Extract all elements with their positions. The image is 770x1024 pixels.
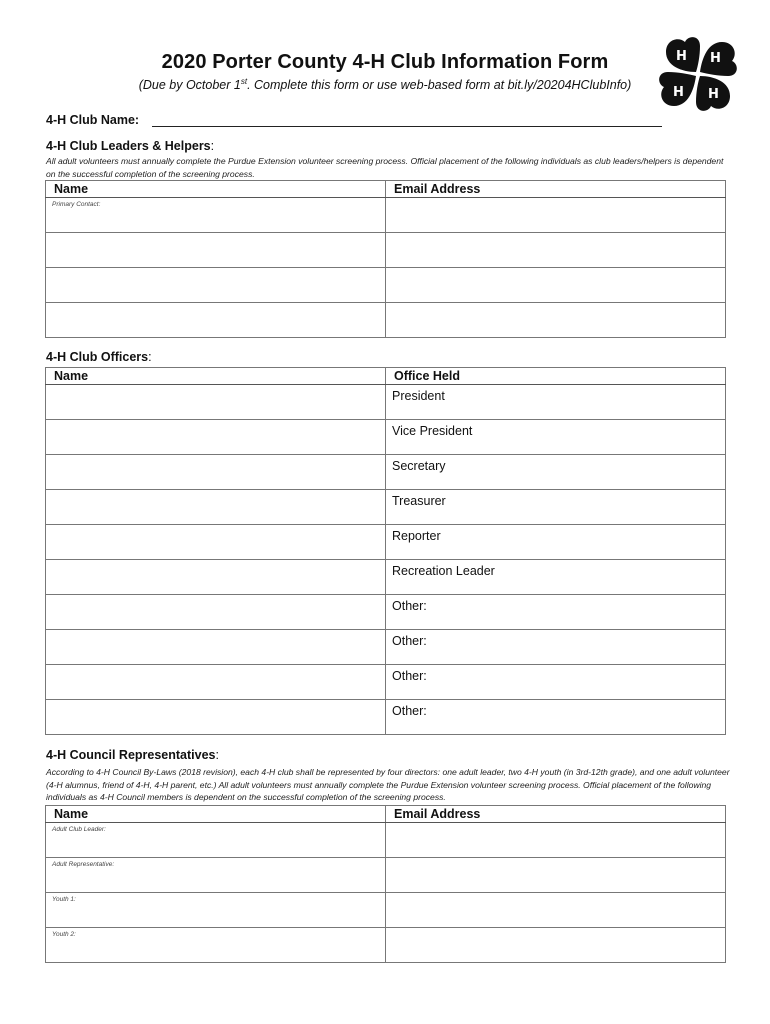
office-label: Treasurer — [392, 494, 446, 508]
row-label: Youth 1: — [52, 896, 76, 903]
officer-office-cell — [386, 490, 726, 525]
table-row — [46, 665, 726, 700]
council-name-cell[interactable] — [46, 823, 386, 858]
table-row — [46, 525, 726, 560]
leaders-col-name: Name — [46, 181, 386, 198]
club-name-input-line[interactable] — [152, 126, 662, 127]
officer-name-cell[interactable] — [46, 560, 386, 595]
council-heading-colon: : — [215, 748, 219, 762]
table-row — [46, 420, 726, 455]
subtitle-superscript: st — [240, 76, 248, 86]
officer-name-cell[interactable] — [46, 490, 386, 525]
council-email-cell[interactable] — [386, 928, 726, 963]
leaders-col-email: Email Address — [386, 181, 726, 198]
officer-name-cell[interactable] — [46, 385, 386, 420]
table-row — [46, 893, 726, 928]
office-label: President — [392, 389, 445, 403]
officer-office-cell — [386, 525, 726, 560]
officer-name-cell[interactable] — [46, 630, 386, 665]
row-label: Youth 2: — [52, 931, 76, 938]
form-title: 2020 Porter County 4-H Club Information Form — [161, 51, 609, 73]
officer-office-cell[interactable] — [386, 700, 726, 735]
table-row — [46, 198, 726, 233]
row-label — [46, 268, 385, 271]
leader-email-cell[interactable] — [386, 233, 726, 268]
table-row — [46, 928, 726, 963]
leader-name-cell[interactable] — [46, 303, 386, 338]
subtitle-text: (Due by October 1 — [138, 78, 241, 92]
officer-office-cell[interactable] — [386, 595, 726, 630]
officers-heading-text: 4-H Club Officers — [46, 350, 149, 364]
officers-col-name: Name — [46, 368, 386, 385]
officer-name-cell[interactable] — [46, 665, 386, 700]
council-col-email: Email Address — [386, 806, 726, 823]
leaders-heading-colon: : — [210, 139, 215, 153]
svg-text:H: H — [673, 85, 684, 100]
subtitle-text-end: . Complete this form or use web-based form at bit.ly/20204HClubInfo) — [247, 78, 632, 92]
office-label: Other: — [392, 599, 427, 613]
leader-name-cell[interactable] — [46, 198, 386, 233]
office-label: Other: — [392, 634, 427, 648]
council-email-cell[interactable] — [386, 858, 726, 893]
council-name-cell[interactable] — [46, 928, 386, 963]
leader-email-cell[interactable] — [386, 268, 726, 303]
leaders-note: All adult volunteers must annually complete the Purdue Extension volunteer screening process. Official placement of the following individuals as club leaders/helpers is dependent on the successful completion of the screening process. — [46, 156, 724, 179]
row-label: Primary Contact: — [52, 201, 101, 208]
table-row — [46, 233, 726, 268]
row-label — [46, 303, 385, 306]
officers-table — [45, 367, 726, 735]
leaders-heading-text: 4-H Club Leaders & Helpers — [46, 139, 211, 153]
officers-col-office: Office Held — [386, 368, 726, 385]
row-label — [46, 233, 385, 236]
officer-name-cell[interactable] — [46, 455, 386, 490]
table-row — [46, 560, 726, 595]
council-col-name: Name — [46, 806, 386, 823]
office-label: Other: — [392, 704, 427, 718]
office-label: Vice President — [392, 424, 473, 438]
council-name-cell[interactable] — [46, 858, 386, 893]
officer-office-cell — [386, 455, 726, 490]
table-row — [46, 490, 726, 525]
svg-text:H: H — [676, 49, 687, 64]
club-name-label: 4-H Club Name: — [46, 113, 140, 127]
officer-office-cell[interactable] — [386, 630, 726, 665]
table-row — [46, 858, 726, 893]
row-label: Adult Representative: — [52, 861, 115, 868]
table-row — [46, 455, 726, 490]
leaders-table — [45, 180, 726, 338]
four-h-clover-icon — [652, 32, 744, 118]
table-row — [46, 630, 726, 665]
table-row — [46, 385, 726, 420]
leader-name-cell[interactable] — [46, 268, 386, 303]
table-row — [46, 268, 726, 303]
council-email-cell[interactable] — [386, 893, 726, 928]
table-row — [46, 303, 726, 338]
table-row — [46, 823, 726, 858]
officers-heading — [46, 350, 152, 364]
officer-name-cell[interactable] — [46, 595, 386, 630]
council-heading-text: 4-H Council Representatives — [46, 748, 216, 762]
officer-office-cell — [386, 385, 726, 420]
svg-text:H: H — [710, 51, 721, 66]
leaders-heading — [46, 139, 214, 153]
table-row — [46, 595, 726, 630]
row-label: Adult Club Leader: — [52, 826, 106, 833]
officer-name-cell[interactable] — [46, 525, 386, 560]
officers-heading-colon: : — [148, 350, 152, 364]
office-label: Secretary — [392, 459, 446, 473]
leader-email-cell[interactable] — [386, 198, 726, 233]
office-label: Other: — [392, 669, 427, 683]
svg-text:H: H — [708, 87, 719, 102]
office-label: Reporter — [392, 529, 441, 543]
office-label: Recreation Leader — [392, 564, 495, 578]
officer-office-cell — [386, 560, 726, 595]
officer-office-cell — [386, 420, 726, 455]
table-row — [46, 700, 726, 735]
leader-email-cell[interactable] — [386, 303, 726, 338]
leader-name-cell[interactable] — [46, 233, 386, 268]
officer-name-cell[interactable] — [46, 420, 386, 455]
council-table — [45, 805, 726, 963]
council-name-cell[interactable] — [46, 893, 386, 928]
council-note: According to 4-H Council By-Laws (2018 revision), each 4-H club shall be represented by four directors: one adult leader, two 4-H youth (in 3rd-12th grade), and one adult volunteer (4-H alumnus, friend of 4-H, 4-H parent, etc.) All adult volunteers must annually complete the Purdue Extension volunteer screening process. Official placement of the following individuals as 4-H Council members is dependent on the successful completion of the screening process. — [46, 767, 730, 802]
council-email-cell[interactable] — [386, 823, 726, 858]
council-heading — [46, 748, 219, 762]
officer-office-cell[interactable] — [386, 665, 726, 700]
officer-name-cell[interactable] — [46, 700, 386, 735]
